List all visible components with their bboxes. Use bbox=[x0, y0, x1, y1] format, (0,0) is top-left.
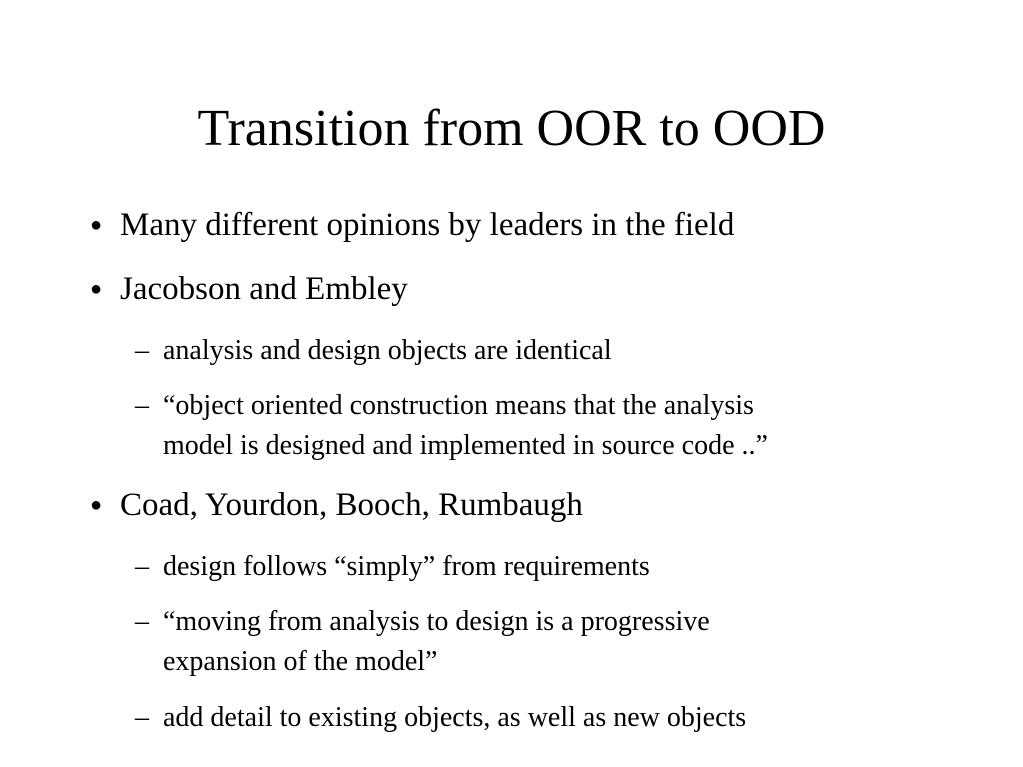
bullet-dot-icon: ● bbox=[89, 214, 103, 236]
dash-icon: – bbox=[135, 551, 149, 582]
sub-text: “moving from analysis to design is a progressive bbox=[163, 606, 710, 637]
sub-text: add detail to existing objects, as well as new objects bbox=[163, 702, 747, 733]
sub-text: “object oriented construction means that the analysis bbox=[163, 390, 754, 421]
sub-text-continuation: expansion of the model” bbox=[163, 646, 438, 677]
sub-text: analysis and design objects are identical bbox=[163, 335, 612, 366]
dash-icon: – bbox=[135, 335, 149, 366]
bullet-dot-icon: ● bbox=[89, 494, 103, 516]
dash-icon: – bbox=[135, 390, 149, 421]
bullet-dot-icon: ● bbox=[89, 278, 103, 300]
bullet-text: Coad, Yourdon, Booch, Rumbaugh bbox=[120, 487, 583, 523]
bullet-text: Many different opinions by leaders in the field bbox=[120, 207, 735, 243]
sub-text-continuation: model is designed and implemented in source code ..” bbox=[163, 430, 768, 461]
bullet-text: Jacobson and Embley bbox=[120, 271, 408, 307]
sub-text: design follows “simply” from requirements bbox=[163, 551, 650, 582]
dash-icon: – bbox=[135, 606, 149, 637]
dash-icon: – bbox=[135, 702, 149, 733]
slide-title: Transition from OOR to OOD bbox=[197, 100, 826, 157]
